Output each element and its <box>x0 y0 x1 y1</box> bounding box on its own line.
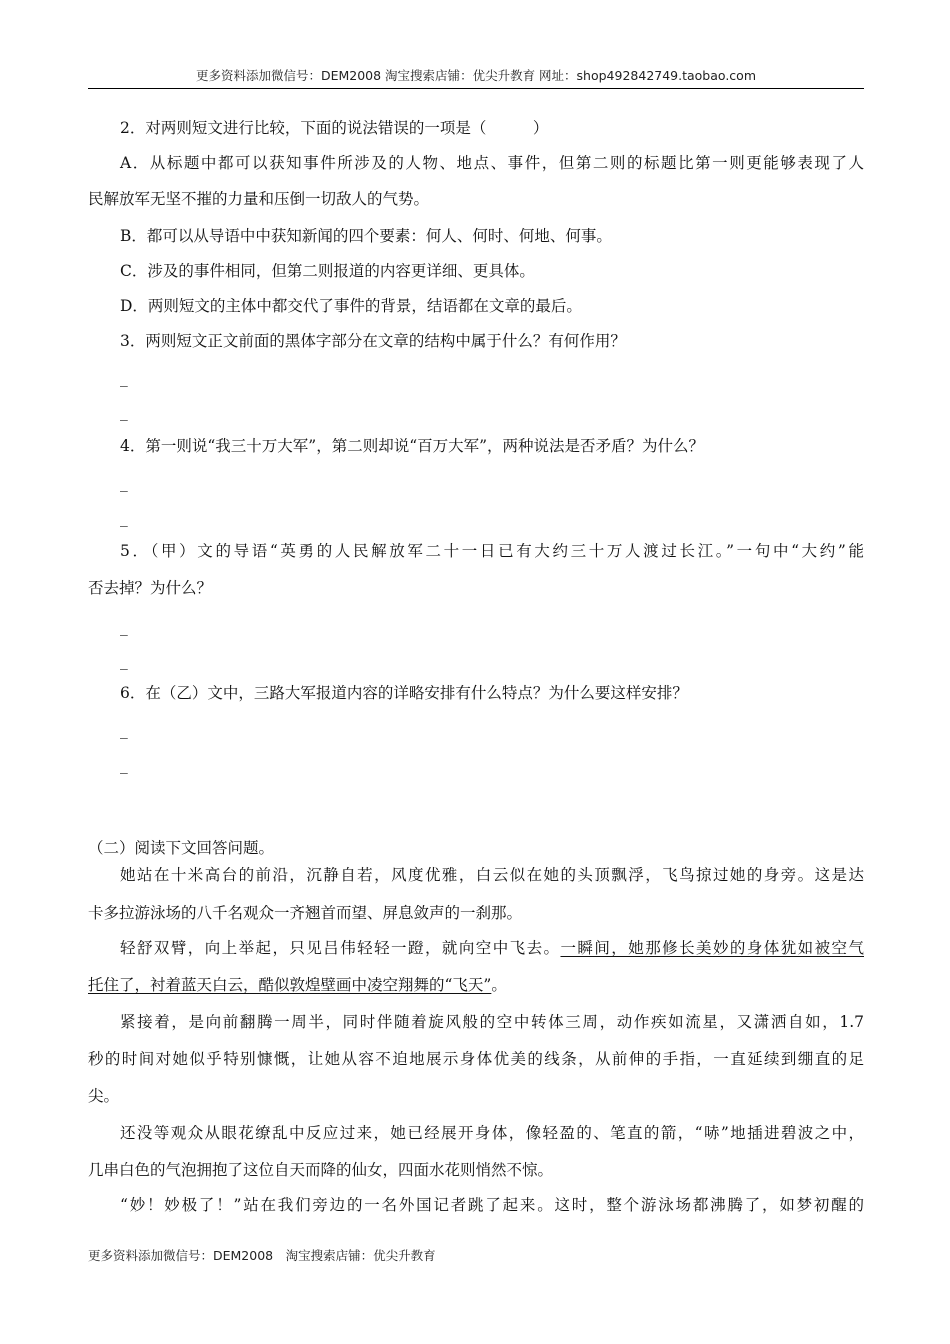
passage-p2-text: 轻舒双臂，向上举起，只见吕伟轻轻一蹬，就向空中飞去。 <box>120 939 561 957</box>
passage-p2-end: 。 <box>491 976 507 994</box>
passage-p1-line1: 她站在十米高台的前沿，沉静自若，风度优雅，白云似在她的头顶飘浮，飞鸟掠过她的身旁。这是达 <box>120 866 864 884</box>
q2-option-b: B．都可以从导语中中获知新闻的四个要素：何人、何时、何地、何事。 <box>120 227 612 245</box>
passage-p3-line2: 秒的时间对她似乎特别慷慨，让她从容不迫地展示身体优美的线条，从前伸的手指，一直延续到绷直的足 <box>88 1050 864 1068</box>
q2-option-a-line2: 民解放军无坚不摧的力量和压倒一切敌人的气势。 <box>88 190 430 208</box>
page-header: 更多资料添加微信号：DEM2008 淘宝搜索店铺：优尖升教育 网址：shop492842749.taobao.com <box>195 68 757 83</box>
q3-stem: 3．两则短文正文前面的黑体字部分在文章的结构中属于什么？有何作用？ <box>120 332 626 350</box>
passage-p4-line2: 几串白色的气泡拥抱了这位自天而降的仙女，四面水花则悄然不惊。 <box>88 1161 554 1179</box>
q3-answer-blank-2: _ <box>120 403 128 421</box>
passage-p3-line1: 紧接着，是向前翻腾一周半，同时伴随着旋风般的空中转体三周，动作疾如流星，又潇洒自如，1.7 <box>120 1013 864 1031</box>
q2-stem: 2．对两则短文进行比较，下面的说法错误的一项是（ ） <box>120 119 549 137</box>
passage-p1-line2: 卡多拉游泳场的八千名观众一齐翘首而望、屏息敛声的一刹那。 <box>88 904 523 922</box>
underlined-sentence-part2: 托住了，衬着蓝天白云，酷似敦煌壁画中凌空翔舞的“飞天” <box>88 976 492 994</box>
page-footer: 更多资料添加微信号：DEM2008 淘宝搜索店铺：优尖升教育 <box>88 1248 436 1263</box>
passage-p2-line2 <box>88 975 864 995</box>
q2-option-d: D．两则短文的主体中都交代了事件的背景，结语都在文章的最后。 <box>120 297 582 315</box>
q6-answer-blank-1: _ <box>120 721 128 739</box>
q5-stem-line1: 5．（甲）文的导语“英勇的人民解放军二十一日已有大约三十万人渡过长江。”一句中“大约”能 <box>120 542 864 560</box>
q4-answer-blank-2: _ <box>120 509 128 527</box>
q4-answer-blank-1: _ <box>120 474 128 492</box>
q2-option-a-line1: A．从标题中都可以获知事件所涉及的人物、地点、事件，但第二则的标题比第一则更能够表现了人 <box>120 154 864 172</box>
section2-title: （二）阅读下文回答问题。 <box>88 839 275 857</box>
q6-answer-blank-2: _ <box>120 756 128 774</box>
passage-p3-line3: 尖。 <box>88 1087 120 1105</box>
passage-p5-line1: “妙！妙极了！”站在我们旁边的一名外国记者跳了起来。这时，整个游泳场都沸腾了，如梦初醒的 <box>120 1196 864 1214</box>
passage-p2-line1 <box>120 938 864 958</box>
q4-stem: 4．第一则说“我三十万大军”，第二则却说“百万大军”，两种说法是否矛盾？为什么？ <box>120 437 705 455</box>
q5-answer-blank-1: _ <box>120 618 128 636</box>
q5-answer-blank-2: _ <box>120 652 128 670</box>
q5-stem-line2: 否去掉？为什么？ <box>88 579 213 597</box>
q2-option-c: C．涉及的事件相同，但第二则报道的内容更详细、更具体。 <box>120 262 535 280</box>
passage-p4-line1: 还没等观众从眼花缭乱中反应过来，她已经展开身体，像轻盈的、笔直的箭，“哧”地插进碧波之中， <box>120 1124 864 1142</box>
header-divider <box>88 88 864 89</box>
q6-stem: 6．在（乙）文中，三路大军报道内容的详略安排有什么特点？为什么要这样安排？ <box>120 684 688 702</box>
q3-answer-blank-1: _ <box>120 369 128 387</box>
underlined-sentence-part1: 一瞬间，她那修长美妙的身体犹如被空气 <box>560 939 864 957</box>
